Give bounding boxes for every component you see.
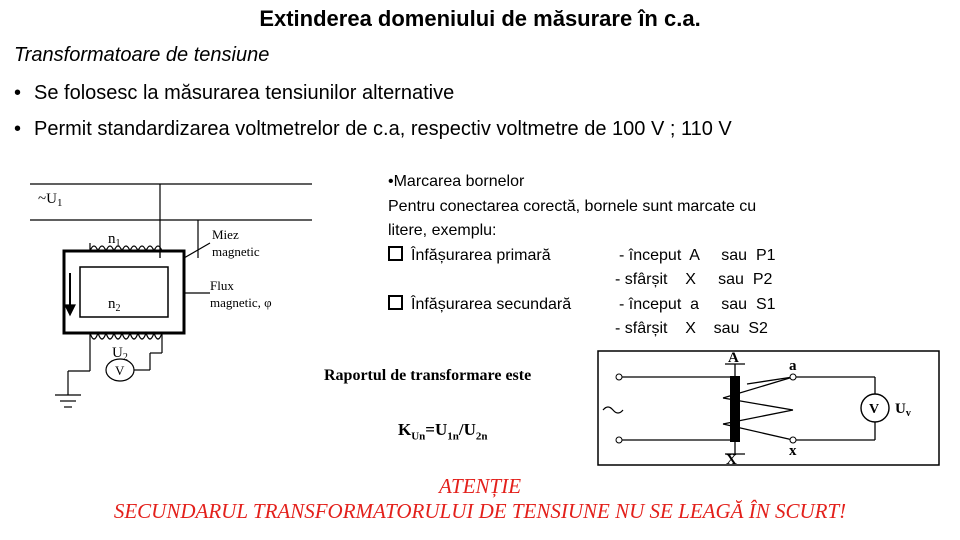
terminal-x-lower: x [789,443,797,459]
checkbox-bullet-icon [388,295,403,310]
secondary-end-row: - sfârșit X sau S2 [615,320,768,337]
ratio-label: Raportul de transformare este [324,367,532,384]
marking-intro: Pentru conectarea corectă, bornele sunt marcate cu [388,197,757,215]
primary-end-row: - sfârșit X sau P2 [615,271,773,288]
n2-label: $n_2$ [108,296,121,314]
secondary-start-row: Înfășurarea secundară - început a sau S1 [388,293,858,318]
marking-heading: •Marcarea bornelor [388,173,525,190]
core-label: Miez [212,227,239,242]
checkbox-bullet-icon [388,246,403,261]
transformer-schematic [597,350,940,466]
bullet-dot: • [14,82,22,104]
terminal-a-upper: A [728,350,739,366]
bullet-dot: • [14,118,22,140]
u1-label: $\sim U_1$ [38,191,63,209]
transformer-diagram [20,163,316,416]
core-label: magnetic [212,244,260,259]
terminal-a-lower: a [789,358,797,374]
bullet-item [14,82,454,105]
n1-label: $n_1$ [108,231,121,249]
flux-label: Flux [210,278,234,293]
terminal-marking [388,170,858,342]
bullet-text: Permit standardizarea voltmetrelor de c.a, respectiv voltmetre de 100 V ; 110 V [34,118,732,140]
voltmeter-label: V [115,363,125,378]
terminal-x-upper: X [726,452,737,466]
warning-heading: ATENȚIE [438,474,522,498]
bullet-text: Se folosesc la măsurarea tensiunilor alternative [34,82,455,104]
u2-label: $U_2$ [112,345,128,363]
voltmeter-symbol: V [869,402,880,417]
bullet-item [14,118,732,141]
ratio-formula: $K_{Un}=U_{1n}/U_{2n}$ [398,420,488,443]
uv-label: $U_v$ [895,401,911,419]
slide-title: Extinderea domeniului de măsurare în c.a. [259,6,701,31]
marking-intro: litere, exemplu: [388,222,497,239]
warning-text: SECUNDARUL TRANSFORMATORULUI DE TENSIUNE NU SE LEAGĂ ÎN SCURT! [113,499,847,523]
slide-subtitle: Transformatoare de tensiune [14,44,270,66]
primary-start-row: Înfășurarea primară - început A sau P1 [388,244,858,269]
flux-label: magnetic, φ [210,295,272,310]
